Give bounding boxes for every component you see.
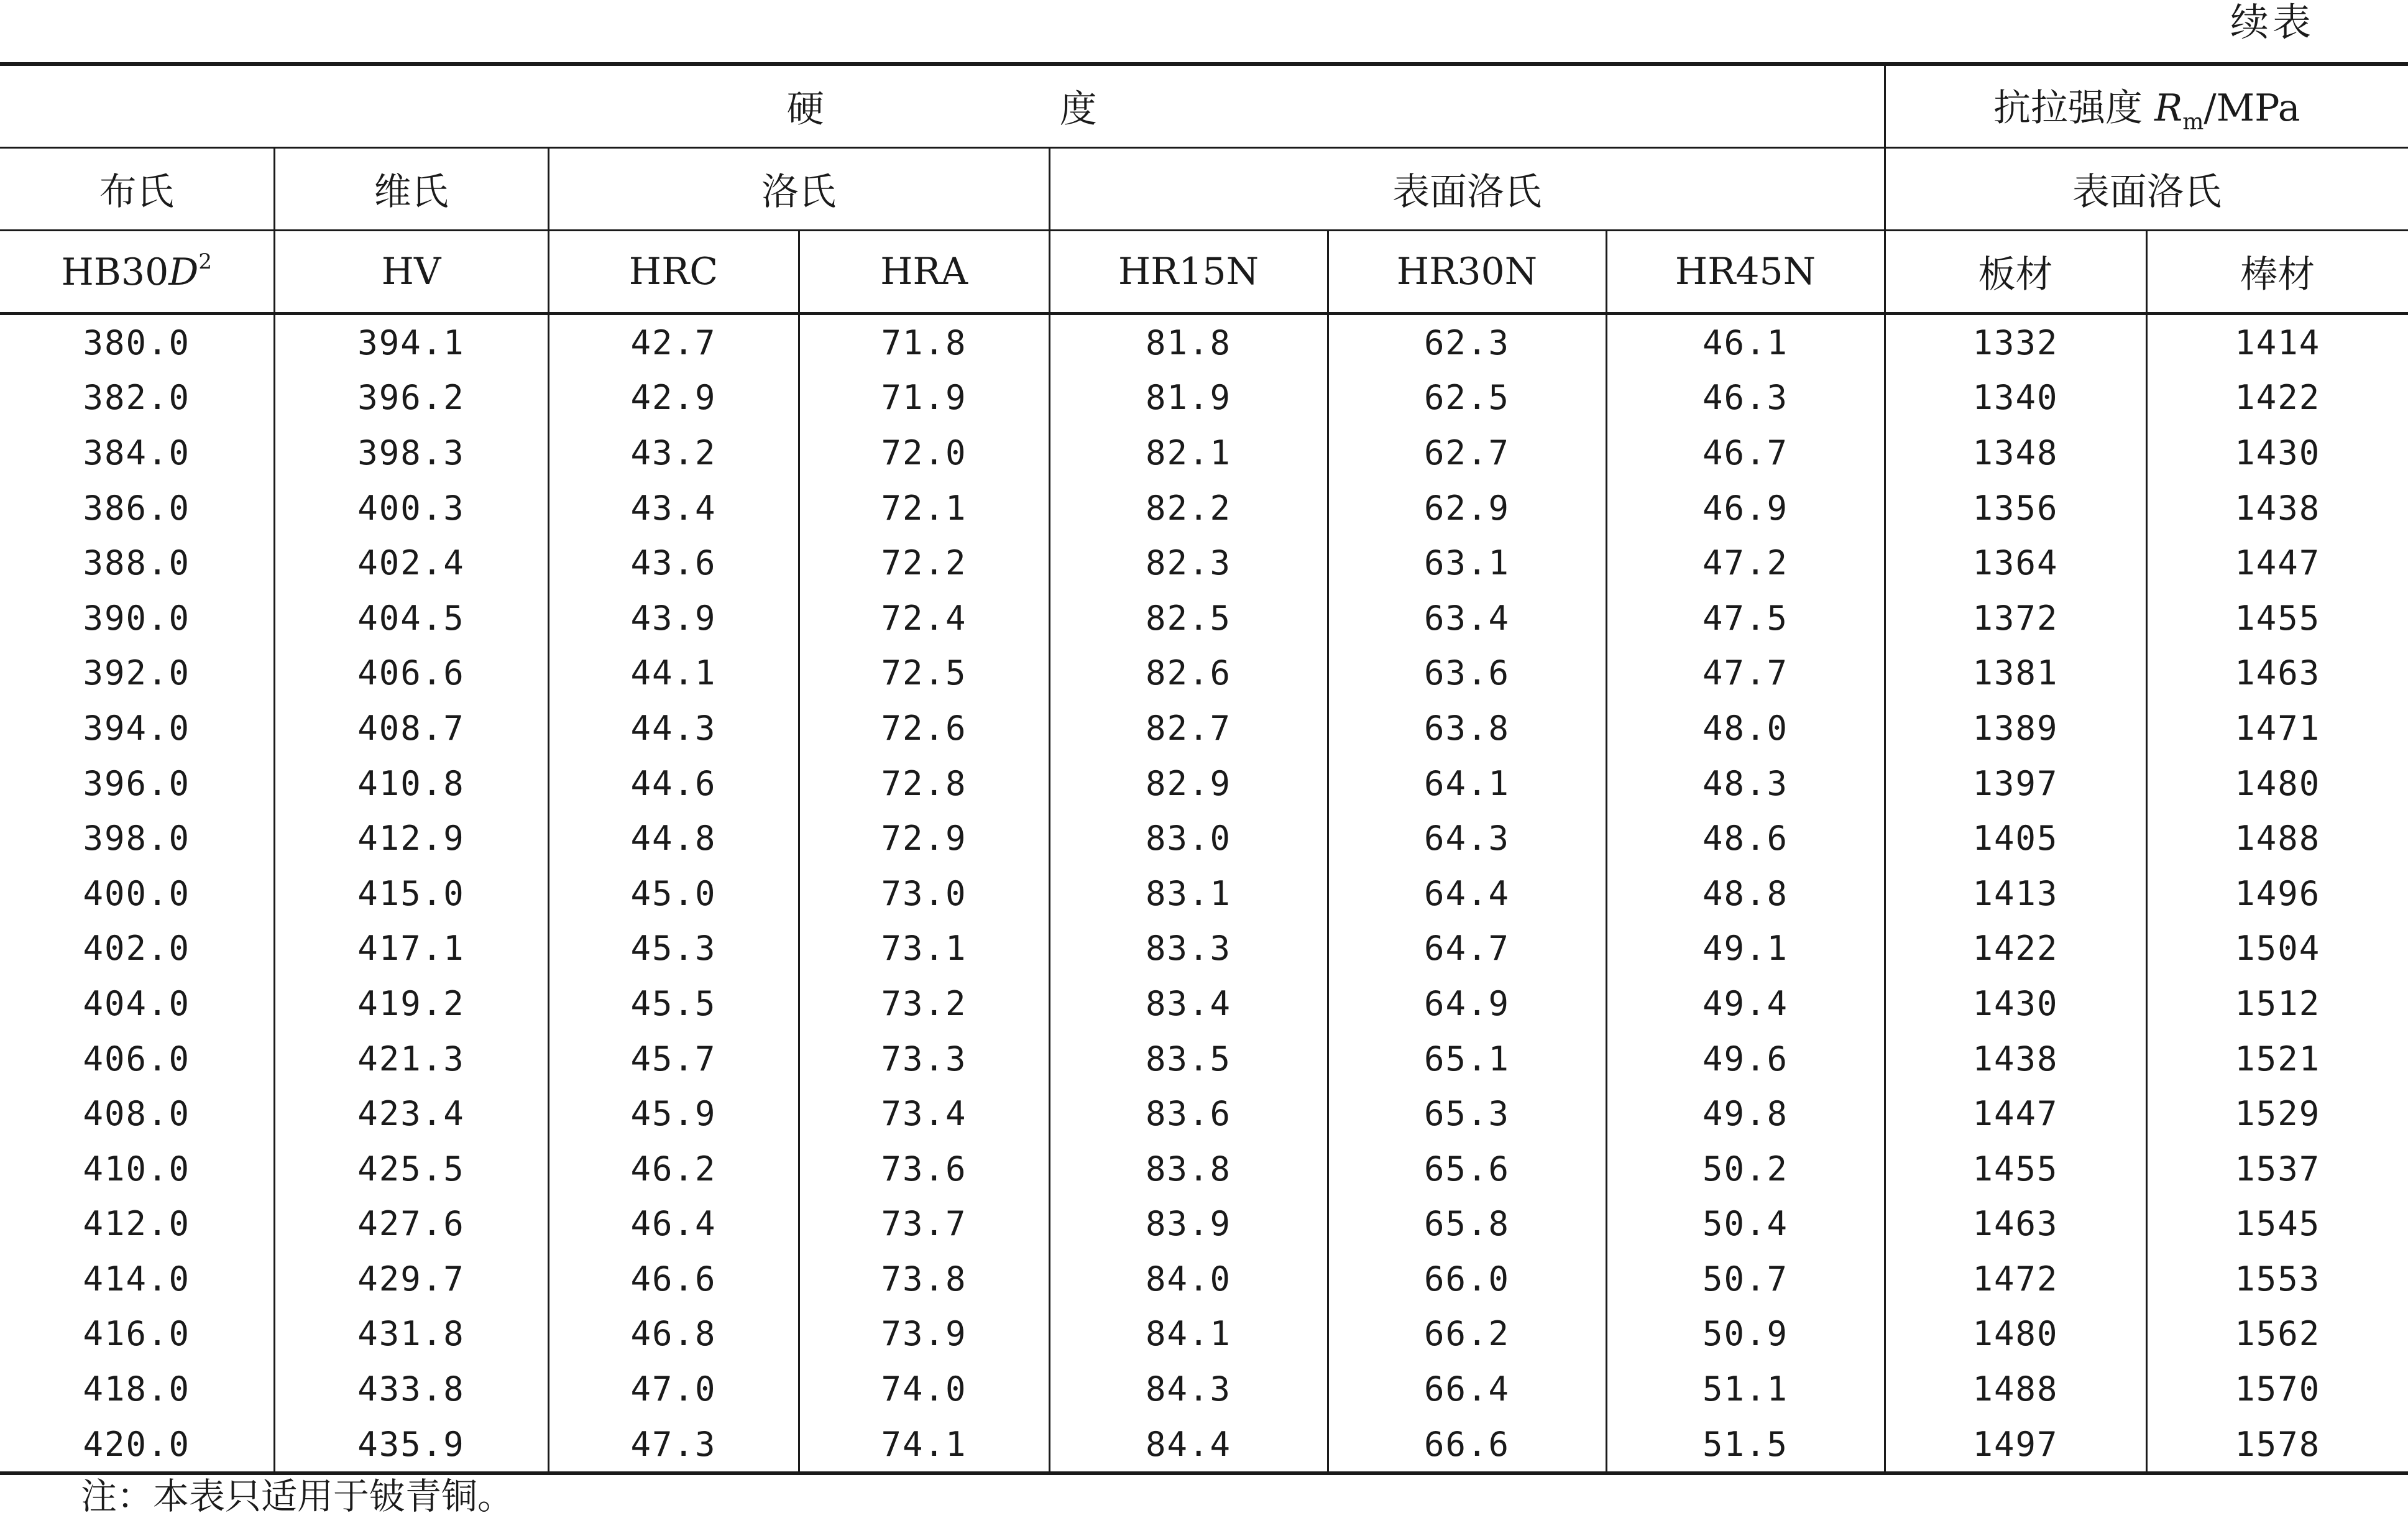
table-cell: 1521 xyxy=(2235,1039,2321,1079)
table-cell: 82.7 xyxy=(1049,701,1328,756)
table-cell: 404.5 xyxy=(274,591,548,646)
table-cell: 45.7 xyxy=(548,1031,799,1087)
table-cell: 82.9 xyxy=(1049,756,1328,811)
col-hr45n: HR45N xyxy=(1606,231,1885,314)
table-cell: 396.2 xyxy=(274,370,548,426)
table-cell: 62.5 xyxy=(1328,370,1606,426)
table-cell: 420.0 xyxy=(0,1417,274,1474)
table-cell: 74.0 xyxy=(799,1361,1049,1417)
table-cell: 73.1 xyxy=(799,921,1049,977)
table-cell: 72.5 xyxy=(799,646,1049,701)
header-row-1 xyxy=(0,64,2408,148)
table-cell: 1430 xyxy=(2235,433,2321,472)
table-cell: 82.5 xyxy=(1049,591,1328,646)
col-hr15n: HR15N xyxy=(1049,231,1328,314)
table-cell: 51.5 xyxy=(1606,1417,1885,1474)
table-cell: 73.4 xyxy=(799,1086,1049,1141)
table-cell: 72.6 xyxy=(799,701,1049,756)
table-cell: 66.2 xyxy=(1328,1307,1606,1362)
table-cell: 63.6 xyxy=(1328,646,1606,701)
table-cell: 1447 xyxy=(1885,1086,2146,1141)
table-cell: 49.6 xyxy=(1606,1031,1885,1087)
table-cell: 45.9 xyxy=(548,1086,799,1141)
table-cell: 1562 xyxy=(2235,1314,2321,1354)
hardness-conversion-table xyxy=(0,62,2408,1475)
table-cell: 81.8 xyxy=(1049,314,1328,370)
table-cell: 82.2 xyxy=(1049,481,1328,536)
table-cell: 408.0 xyxy=(0,1086,274,1141)
table-cell: 1496 xyxy=(2235,873,2321,913)
table-cell: 45.0 xyxy=(548,866,799,921)
table-cell: 1405 xyxy=(1885,811,2146,866)
table-row xyxy=(0,1197,2408,1252)
table-cell: 47.7 xyxy=(1606,646,1885,701)
table-cell: 83.3 xyxy=(1049,921,1328,977)
table-row xyxy=(0,535,2408,591)
table-cell: 43.2 xyxy=(548,425,799,481)
table-cell: 83.1 xyxy=(1049,866,1328,921)
table-cell: 46.3 xyxy=(1606,370,1885,426)
table-cell: 47.2 xyxy=(1606,535,1885,591)
table-cell: 44.8 xyxy=(548,811,799,866)
table-cell: 48.3 xyxy=(1606,756,1885,811)
table-cell: 419.2 xyxy=(274,976,548,1031)
continued-label: 续表 xyxy=(2230,0,2315,45)
hardness-header: 硬 度 xyxy=(0,64,1885,148)
table-cell: 1578 xyxy=(2146,1417,2408,1474)
table-cell: 73.3 xyxy=(799,1031,1049,1087)
table-cell: 425.5 xyxy=(274,1141,548,1197)
table-cell: 44.3 xyxy=(548,701,799,756)
table-cell: 83.6 xyxy=(1049,1086,1328,1141)
vickers-header: 维氏 xyxy=(274,148,548,231)
table-cell: 400.0 xyxy=(0,866,274,921)
col-hr30n: HR30N xyxy=(1328,231,1606,314)
table-cell: 83.9 xyxy=(1049,1197,1328,1252)
table-cell: 1332 xyxy=(1885,314,2146,370)
table-cell: 1497 xyxy=(1885,1417,2146,1474)
table-cell: 73.9 xyxy=(799,1307,1049,1362)
table-note: 注：本表只适用于铍青铜。 xyxy=(81,1475,514,1517)
table-cell: 46.7 xyxy=(1606,425,1885,481)
table-cell: 1553 xyxy=(2235,1259,2321,1299)
table-row xyxy=(0,1251,2408,1307)
table-cell: 64.1 xyxy=(1328,756,1606,811)
table-cell: 1480 xyxy=(2235,763,2321,803)
table-cell: 73.7 xyxy=(799,1197,1049,1252)
table-cell: 72.0 xyxy=(799,425,1049,481)
table-cell: 51.1 xyxy=(1606,1361,1885,1417)
table-cell: 1455 xyxy=(1885,1141,2146,1197)
table-cell: 414.0 xyxy=(0,1251,274,1307)
table-cell: 388.0 xyxy=(0,535,274,591)
table-cell: 64.3 xyxy=(1328,811,1606,866)
table-cell: 1372 xyxy=(1885,591,2146,646)
table-cell: 402.4 xyxy=(274,535,548,591)
table-cell: 396.0 xyxy=(0,756,274,811)
table-cell: 408.7 xyxy=(274,701,548,756)
table-cell: 63.1 xyxy=(1328,535,1606,591)
tensile-strength-header: 抗拉强度 $R_m$/MPa xyxy=(1885,64,2408,148)
table-cell: 398.0 xyxy=(0,811,274,866)
table-cell: 72.8 xyxy=(799,756,1049,811)
table-cell: 1537 xyxy=(2235,1149,2321,1189)
table-cell: 402.0 xyxy=(0,921,274,977)
table-cell: 46.2 xyxy=(548,1141,799,1197)
table-cell: 73.8 xyxy=(799,1251,1049,1307)
table-cell: 72.9 xyxy=(799,811,1049,866)
table-cell: 410.0 xyxy=(0,1141,274,1197)
table-cell: 384.0 xyxy=(0,425,274,481)
table-cell: 82.6 xyxy=(1049,646,1328,701)
table-cell: 46.8 xyxy=(548,1307,799,1362)
table-cell: 73.6 xyxy=(799,1141,1049,1197)
table-cell: 412.9 xyxy=(274,811,548,866)
table-cell: 43.6 xyxy=(548,535,799,591)
table-cell: 1472 xyxy=(1885,1251,2146,1307)
table-cell: 46.6 xyxy=(548,1251,799,1307)
table-cell: 431.8 xyxy=(274,1307,548,1362)
table-cell: 1356 xyxy=(1885,481,2146,536)
table-cell: 418.0 xyxy=(0,1361,274,1417)
table-row xyxy=(0,646,2408,701)
table-cell: 71.9 xyxy=(799,370,1049,426)
table-cell: 404.0 xyxy=(0,976,274,1031)
table-cell: 47.0 xyxy=(548,1361,799,1417)
table-cell: 73.2 xyxy=(799,976,1049,1031)
table-cell: 1422 xyxy=(2235,378,2321,418)
table-cell: 386.0 xyxy=(0,481,274,536)
table-cell: 398.3 xyxy=(274,425,548,481)
table-cell: 394.0 xyxy=(0,701,274,756)
table-cell: 48.8 xyxy=(1606,866,1885,921)
table-row xyxy=(0,866,2408,921)
table-cell: 423.4 xyxy=(274,1086,548,1141)
table-cell: 1512 xyxy=(2235,983,2321,1023)
table-cell: 64.4 xyxy=(1328,866,1606,921)
table-cell: 1389 xyxy=(1885,701,2146,756)
table-cell: 72.1 xyxy=(799,481,1049,536)
table-cell: 46.1 xyxy=(1606,314,1885,370)
table-row xyxy=(0,1307,2408,1362)
table-cell: 1397 xyxy=(1885,756,2146,811)
table-cell: 84.1 xyxy=(1049,1307,1328,1362)
table-cell: 45.5 xyxy=(548,976,799,1031)
col-hb30d2: $HB30D^2$ xyxy=(0,231,274,314)
table-cell: 64.7 xyxy=(1328,921,1606,977)
table-cell: 382.0 xyxy=(0,370,274,426)
table-row xyxy=(0,425,2408,481)
table-row xyxy=(0,481,2408,536)
table-cell: 406.0 xyxy=(0,1031,274,1087)
table-row xyxy=(0,591,2408,646)
table-cell: 1447 xyxy=(2235,543,2321,583)
table-cell: 1438 xyxy=(1885,1031,2146,1087)
table-cell: 421.3 xyxy=(274,1031,548,1087)
table-cell: 64.9 xyxy=(1328,976,1606,1031)
table-cell: 1340 xyxy=(1885,370,2146,426)
header-row-3 xyxy=(0,231,2408,314)
table-cell: 1413 xyxy=(1885,866,2146,921)
table-row xyxy=(0,811,2408,866)
table-cell: 83.8 xyxy=(1049,1141,1328,1197)
table-cell: 1480 xyxy=(1885,1307,2146,1362)
table-row xyxy=(0,701,2408,756)
table-cell: 74.1 xyxy=(799,1417,1049,1474)
table-cell: 400.3 xyxy=(274,481,548,536)
table-row xyxy=(0,1086,2408,1141)
table-cell: 82.3 xyxy=(1049,535,1328,591)
table-cell: 72.2 xyxy=(799,535,1049,591)
table-cell: 83.5 xyxy=(1049,1031,1328,1087)
table-body xyxy=(0,314,2408,1474)
table-cell: 380.0 xyxy=(0,314,274,370)
table-cell: 1545 xyxy=(2235,1204,2321,1244)
table-cell: 49.4 xyxy=(1606,976,1885,1031)
col-bar: 棒材 xyxy=(2146,231,2408,314)
table-cell: 416.0 xyxy=(0,1307,274,1362)
table-cell: 1438 xyxy=(2235,488,2321,528)
table-cell: 48.6 xyxy=(1606,811,1885,866)
table-cell: 1504 xyxy=(2235,929,2321,968)
table-cell: 1463 xyxy=(1885,1197,2146,1252)
table-cell: 433.8 xyxy=(274,1361,548,1417)
table-cell: 1414 xyxy=(2235,323,2321,362)
table-cell: 410.8 xyxy=(274,756,548,811)
col-hv: HV xyxy=(274,231,548,314)
table-cell: 394.1 xyxy=(274,314,548,370)
table-cell: 429.7 xyxy=(274,1251,548,1307)
table-cell: 50.7 xyxy=(1606,1251,1885,1307)
brinell-header: 布氏 xyxy=(0,148,274,231)
table-cell: 65.8 xyxy=(1328,1197,1606,1252)
table-row xyxy=(0,1141,2408,1197)
table-cell: 392.0 xyxy=(0,646,274,701)
table-cell: 1570 xyxy=(2235,1369,2321,1409)
table-cell: 81.9 xyxy=(1049,370,1328,426)
table-row xyxy=(0,314,2408,370)
table-cell: 83.0 xyxy=(1049,811,1328,866)
table-row xyxy=(0,756,2408,811)
table-cell: 71.8 xyxy=(799,314,1049,370)
table-cell: 50.9 xyxy=(1606,1307,1885,1362)
table-row xyxy=(0,921,2408,977)
table-cell: 50.2 xyxy=(1606,1141,1885,1197)
table-cell: 406.6 xyxy=(274,646,548,701)
table-cell: 417.1 xyxy=(274,921,548,977)
table-cell: 44.1 xyxy=(548,646,799,701)
table-cell: 427.6 xyxy=(274,1197,548,1252)
table-cell: 82.1 xyxy=(1049,425,1328,481)
table-cell: 1488 xyxy=(1885,1361,2146,1417)
table-cell: 46.9 xyxy=(1606,481,1885,536)
table-cell: 72.4 xyxy=(799,591,1049,646)
table-cell: 83.4 xyxy=(1049,976,1328,1031)
table-cell: 1430 xyxy=(1885,976,2146,1031)
col-hra: HRA xyxy=(799,231,1049,314)
table-cell: 435.9 xyxy=(274,1417,548,1474)
table-cell: 415.0 xyxy=(274,866,548,921)
table-cell: 1463 xyxy=(2235,653,2321,693)
table-cell: 50.4 xyxy=(1606,1197,1885,1252)
table-cell: 63.4 xyxy=(1328,591,1606,646)
table-cell: 1529 xyxy=(2235,1094,2321,1134)
table-cell: 63.8 xyxy=(1328,701,1606,756)
table-cell: 62.7 xyxy=(1328,425,1606,481)
table-cell: 44.6 xyxy=(548,756,799,811)
table-cell: 43.4 xyxy=(548,481,799,536)
table-cell: 1422 xyxy=(1885,921,2146,977)
col-sheet: 板材 xyxy=(1885,231,2146,314)
table-cell: 1455 xyxy=(2235,598,2321,638)
table-cell: 47.3 xyxy=(548,1417,799,1474)
table-cell: 1364 xyxy=(1885,535,2146,591)
table-cell: 84.3 xyxy=(1049,1361,1328,1417)
table-cell: 1381 xyxy=(1885,646,2146,701)
header-row-2 xyxy=(0,148,2408,231)
table-cell: 48.0 xyxy=(1606,701,1885,756)
table-cell: 1488 xyxy=(2235,819,2321,858)
table-cell: 49.1 xyxy=(1606,921,1885,977)
table-cell: 390.0 xyxy=(0,591,274,646)
table-cell: 65.1 xyxy=(1328,1031,1606,1087)
table-cell: 66.6 xyxy=(1328,1417,1606,1474)
table-cell: 62.3 xyxy=(1328,314,1606,370)
table-cell: 412.0 xyxy=(0,1197,274,1252)
tensile-subheader: 表面洛氏 xyxy=(1885,148,2408,231)
table-cell: 62.9 xyxy=(1328,481,1606,536)
superficial-rockwell-header: 表面洛氏 xyxy=(1049,148,1885,231)
table-cell: 43.9 xyxy=(548,591,799,646)
table-cell: 46.4 xyxy=(548,1197,799,1252)
table-cell: 1348 xyxy=(1885,425,2146,481)
table-cell: 84.4 xyxy=(1049,1417,1328,1474)
table-cell: 42.9 xyxy=(548,370,799,426)
table-cell: 66.0 xyxy=(1328,1251,1606,1307)
rockwell-header: 洛氏 xyxy=(548,148,1049,231)
table-row xyxy=(0,1031,2408,1087)
table-cell: 47.5 xyxy=(1606,591,1885,646)
table-cell: 84.0 xyxy=(1049,1251,1328,1307)
table-cell: 1471 xyxy=(2235,708,2321,748)
table-cell: 66.4 xyxy=(1328,1361,1606,1417)
table-cell: 65.3 xyxy=(1328,1086,1606,1141)
table-cell: 65.6 xyxy=(1328,1141,1606,1197)
table-cell: 49.8 xyxy=(1606,1086,1885,1141)
table-cell: 45.3 xyxy=(548,921,799,977)
table-row xyxy=(0,1361,2408,1417)
table-cell: 42.7 xyxy=(548,314,799,370)
col-hrc: HRC xyxy=(548,231,799,314)
table-row xyxy=(0,1417,2408,1474)
table-cell: 73.0 xyxy=(799,866,1049,921)
table-row xyxy=(0,976,2408,1031)
table-row xyxy=(0,370,2408,426)
